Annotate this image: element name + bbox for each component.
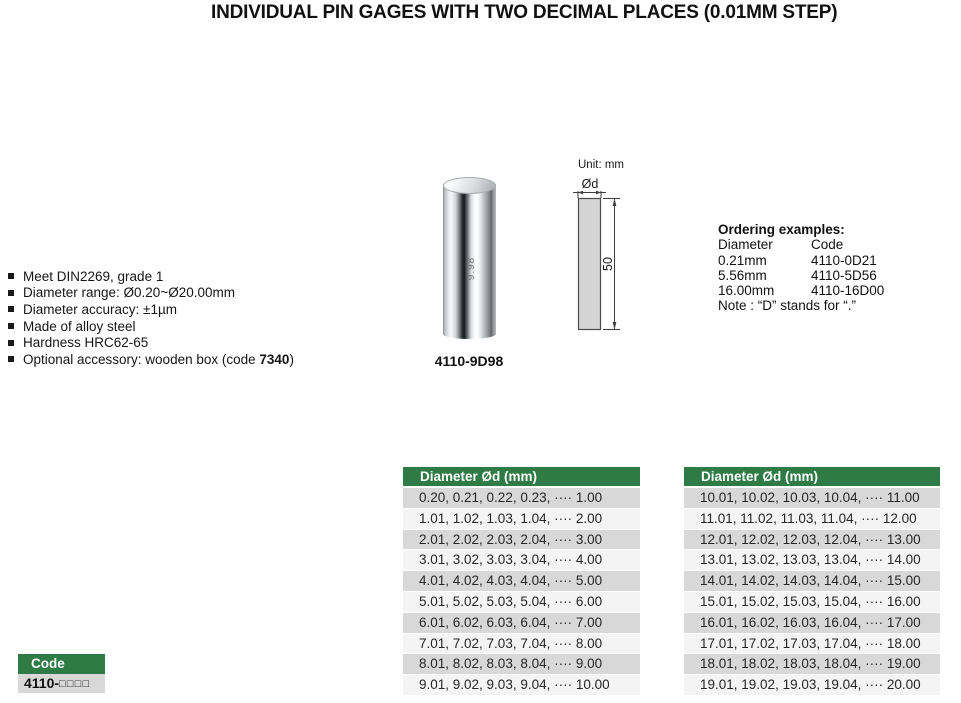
table-row: 6.01, 6.02, 6.03, 6.04, ···· 7.00 [403, 613, 640, 633]
pin-top-face [443, 177, 496, 194]
product-photo [429, 177, 509, 369]
feature-text [23, 352, 294, 367]
bullet-square-icon [8, 356, 14, 362]
dim-arrow-right-icon [596, 191, 601, 195]
ordering-examples [718, 222, 884, 314]
table-row: 7.01, 7.02, 7.03, 7.04, ···· 8.00 [403, 634, 640, 654]
ordering-row [718, 253, 884, 268]
feature-text: Diameter range: Ø0.20~Ø20.00mm [23, 285, 235, 301]
table-row: 3.01, 3.02, 3.03, 3.04, ···· 4.00 [403, 550, 640, 570]
ordering-code: 4110-5D56 [811, 267, 877, 283]
ordering-diameter: 0.21mm [718, 252, 767, 268]
diameter-table-1 [403, 467, 640, 696]
table-row: 13.01, 13.02, 13.03, 13.04, ···· 14.00 [684, 550, 940, 570]
bullet-square-icon [8, 306, 14, 312]
feature-list [8, 268, 294, 368]
page-title: INDIVIDUAL PIN GAGES WITH TWO DECIMAL PLACES (0.01MM STEP) [211, 2, 838, 23]
feature-text: Hardness HRC62-65 [23, 335, 149, 351]
table-header: Diameter Ød (mm) [403, 467, 640, 486]
ordering-column-headers [718, 237, 884, 252]
code-pattern [18, 674, 105, 693]
dim-arrow-left-icon [578, 191, 583, 195]
product-code-label: 4110-9D98 [434, 353, 504, 369]
feature-text: Diameter accuracy: ±1µm [23, 301, 177, 317]
pin-gage-image [443, 177, 496, 339]
feature-item [8, 318, 294, 335]
ordering-heading: Ordering examples: [718, 222, 845, 237]
ordering-code: 4110-16D00 [811, 283, 885, 299]
table-row: 11.01, 11.02, 11.03, 11.04, ···· 12.00 [684, 509, 940, 529]
diameter-dim-label: Ød [581, 177, 599, 191]
ordering-col-code: Code [811, 237, 844, 253]
table-row: 9.01, 9.02, 9.03, 9.04, ···· 10.00 [403, 675, 640, 695]
feature-item [8, 301, 294, 318]
dim-arrow-down-icon [613, 322, 617, 330]
code-placeholder-squares: □□□□ [59, 678, 91, 690]
feature-item [8, 334, 294, 351]
ordering-row [718, 283, 884, 298]
table-row: 14.01, 14.02, 14.03, 14.04, ···· 15.00 [684, 571, 940, 591]
feature-text: Made of alloy steel [23, 318, 136, 334]
table-row: 12.01, 12.02, 12.03, 12.04, ···· 13.00 [684, 530, 940, 550]
table-row: 19.01, 19.02, 19.03, 19.04, ···· 20.00 [684, 675, 940, 695]
code-box [18, 654, 105, 693]
ordering-row [718, 268, 884, 283]
bullet-square-icon [8, 323, 14, 329]
table-row: 5.01, 5.02, 5.03, 5.04, ···· 6.00 [403, 592, 640, 612]
table-row: 8.01, 8.02, 8.03, 8.04, ···· 9.00 [403, 654, 640, 674]
table-row: 0.20, 0.21, 0.22, 0.23, ···· 1.00 [403, 488, 640, 508]
bullet-square-icon [8, 340, 14, 346]
dimension-drawing [570, 174, 630, 340]
table-row: 2.01, 2.02, 2.03, 2.04, ···· 3.00 [403, 530, 640, 550]
length-dim-label: 50 [601, 257, 615, 271]
feature-item [8, 285, 294, 302]
bullet-square-icon [8, 290, 14, 296]
accessory-prefix: Optional accessory: wooden box (code [23, 351, 260, 367]
table-row: 4.01, 4.02, 4.03, 4.04, ···· 5.00 [403, 571, 640, 591]
ordering-diameter: 5.56mm [718, 267, 767, 283]
table-body [403, 488, 640, 695]
table-row: 18.01, 18.02, 18.03, 18.04, ···· 19.00 [684, 654, 940, 674]
table-row: 15.01, 15.02, 15.03, 15.04, ···· 16.00 [684, 592, 940, 612]
table-row: 1.01, 1.02, 1.03, 1.04, ···· 2.00 [403, 509, 640, 529]
ordering-col-diameter: Diameter [718, 237, 773, 253]
table-header: Diameter Ød (mm) [684, 467, 940, 486]
unit-label: Unit: mm [578, 159, 624, 171]
pin-outline-rect [579, 199, 601, 330]
accessory-code: 7340 [259, 351, 290, 367]
pin-engraved-marking: 9.98 [465, 256, 477, 281]
table-row: 17.01, 17.02, 17.03, 17.04, ···· 18.00 [684, 634, 940, 654]
accessory-suffix: ) [289, 351, 294, 367]
bullet-square-icon [8, 273, 14, 279]
table-row: 16.01, 16.02, 16.03, 16.04, ···· 17.00 [684, 613, 940, 633]
feature-item [8, 268, 294, 285]
ordering-code: 4110-0D21 [811, 252, 877, 268]
diameter-table-2 [684, 467, 940, 696]
dim-arrow-up-icon [613, 199, 617, 207]
code-box-header: Code [18, 654, 105, 674]
feature-text: Meet DIN2269, grade 1 [23, 268, 164, 284]
table-row: 10.01, 10.02, 10.03, 10.04, ···· 11.00 [684, 488, 940, 508]
ordering-note: Note : “D” stands for “.” [718, 298, 857, 314]
table-body [684, 488, 940, 695]
code-prefix: 4110- [24, 675, 60, 691]
ordering-diameter: 16.00mm [718, 283, 775, 299]
feature-item-accessory [8, 351, 294, 368]
